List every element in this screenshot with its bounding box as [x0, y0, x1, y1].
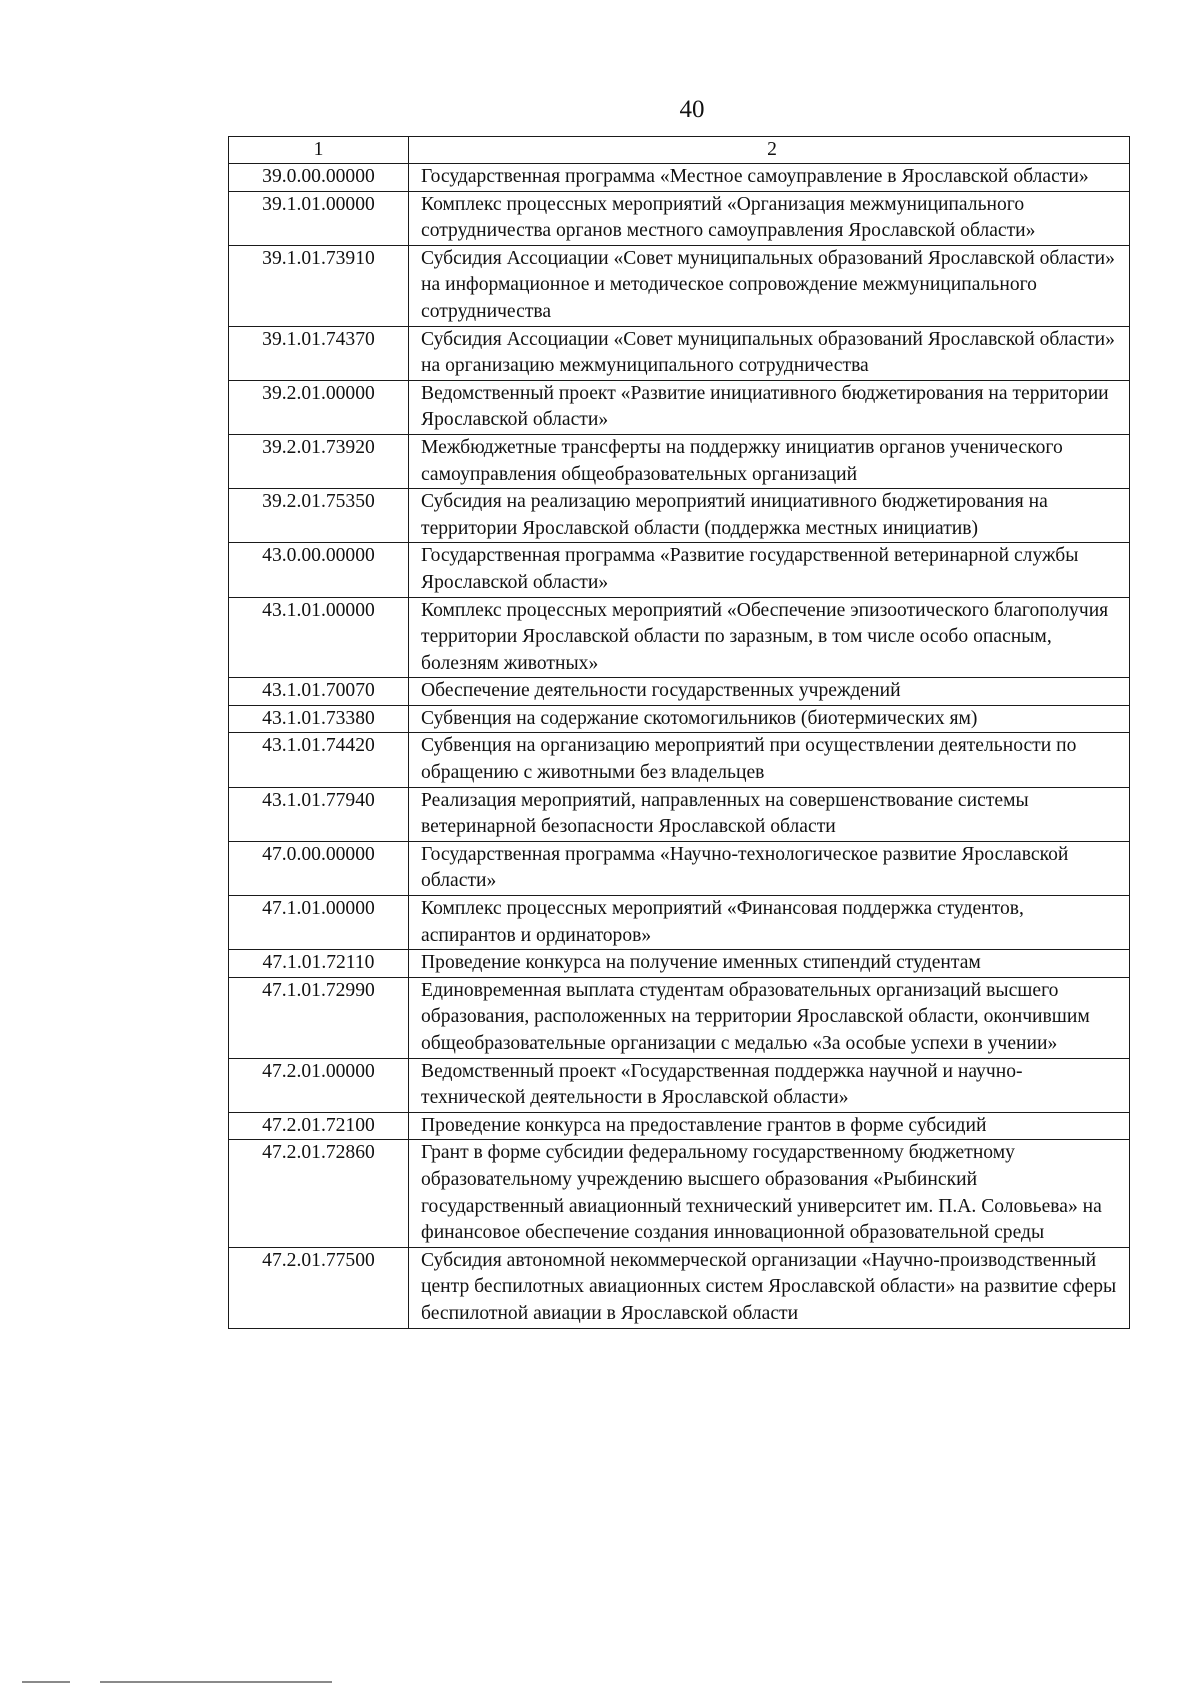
row-name: Субвенция на содержание скотомогильников (биотермических ям)	[409, 705, 1130, 733]
row-code: 47.2.01.77500	[229, 1247, 409, 1328]
row-name: Ведомственный проект «Государственная поддержка научной и научно-технической деятельности в Ярославской области»	[409, 1058, 1130, 1112]
table-row	[229, 896, 1130, 950]
row-name: Субсидия автономной некоммерческой организации «Научно-производственный центр беспилотных авиационных систем Ярославской области» на развитие сферы беспилотной авиации в Ярославской области	[409, 1247, 1130, 1328]
row-code: 47.2.01.00000	[229, 1058, 409, 1112]
row-name: Государственная программа «Развитие государственной ветеринарной службы Ярославской области»	[409, 543, 1130, 597]
scan-edge-line-left	[22, 1681, 70, 1683]
table-row	[229, 841, 1130, 895]
table-row	[229, 597, 1130, 678]
table-row	[229, 1058, 1130, 1112]
table-row	[229, 1247, 1130, 1328]
row-name: Государственная программа «Научно-технологическое развитие Ярославской области»	[409, 841, 1130, 895]
budget-classification-table	[228, 136, 1130, 1329]
row-name: Обеспечение деятельности государственных учреждений	[409, 678, 1130, 706]
table-header-row	[229, 137, 1130, 164]
table-row	[229, 164, 1130, 192]
row-name: Государственная программа «Местное самоуправление в Ярославской области»	[409, 164, 1130, 192]
row-name: Комплекс процессных мероприятий «Обеспечение эпизоотического благополучия территории Ярославской области по заразным, в том числе особо опасным, болезням животных»	[409, 597, 1130, 678]
table-row	[229, 1112, 1130, 1140]
row-code: 39.2.01.73920	[229, 434, 409, 488]
row-name: Субсидия Ассоциации «Совет муниципальных образований Ярославской области» на организацию межмуниципального сотрудничества	[409, 326, 1130, 380]
row-name: Ведомственный проект «Развитие инициативного бюджетирования на территории Ярославской области»	[409, 380, 1130, 434]
table-row	[229, 787, 1130, 841]
table-row	[229, 191, 1130, 245]
table-body	[229, 137, 1130, 1329]
row-code: 47.1.01.72990	[229, 977, 409, 1058]
table-row	[229, 705, 1130, 733]
row-code: 47.2.01.72100	[229, 1112, 409, 1140]
table-row	[229, 543, 1130, 597]
header-column-2: 2	[409, 137, 1130, 164]
row-code: 43.0.00.00000	[229, 543, 409, 597]
row-code: 43.1.01.00000	[229, 597, 409, 678]
row-code: 43.1.01.77940	[229, 787, 409, 841]
row-name: Единовременная выплата студентам образовательных организаций высшего образования, расположенных на территории Ярославской области, окончившим общеобразовательные организации с медалью «За особые успехи в учении»	[409, 977, 1130, 1058]
row-name: Комплекс процессных мероприятий «Организация межмуниципального сотрудничества органов местного самоуправления Ярославской области»	[409, 191, 1130, 245]
table-row	[229, 489, 1130, 543]
table-row	[229, 245, 1130, 326]
row-code: 39.2.01.75350	[229, 489, 409, 543]
row-name: Грант в форме субсидии федеральному государственному бюджетному образовательному учреждению высшего образования «Рыбинский государственный авиационный технический университет им. П.А. Соловьева» на финансовое обеспечение создания инновационной образовательной среды	[409, 1140, 1130, 1247]
row-code: 43.1.01.74420	[229, 733, 409, 787]
row-name: Проведение конкурса на получение именных стипендий студентам	[409, 950, 1130, 978]
row-name: Межбюджетные трансферты на поддержку инициатив органов ученического самоуправления общеобразовательных организаций	[409, 434, 1130, 488]
row-code: 43.1.01.70070	[229, 678, 409, 706]
row-name: Реализация мероприятий, направленных на совершенствование системы ветеринарной безопасности Ярославской области	[409, 787, 1130, 841]
row-code: 39.0.00.00000	[229, 164, 409, 192]
table-row	[229, 733, 1130, 787]
row-name: Комплекс процессных мероприятий «Финансовая поддержка студентов, аспирантов и ординаторов»	[409, 896, 1130, 950]
row-code: 47.1.01.00000	[229, 896, 409, 950]
table-row	[229, 977, 1130, 1058]
scan-edge-line-right	[100, 1681, 332, 1683]
row-name: Субсидия на реализацию мероприятий инициативного бюджетирования на территории Ярославской области (поддержка местных инициатив)	[409, 489, 1130, 543]
row-name: Субсидия Ассоциации «Совет муниципальных образований Ярославской области» на информационное и методическое сопровождение межмуниципального сотрудничества	[409, 245, 1130, 326]
table-row	[229, 380, 1130, 434]
page-number: 40	[679, 96, 705, 123]
header-column-1: 1	[229, 137, 409, 164]
row-name: Субвенция на организацию мероприятий при осуществлении деятельности по обращению с животными без владельцев	[409, 733, 1130, 787]
row-code: 43.1.01.73380	[229, 705, 409, 733]
row-code: 39.1.01.74370	[229, 326, 409, 380]
row-code: 39.1.01.00000	[229, 191, 409, 245]
row-code: 47.0.00.00000	[229, 841, 409, 895]
table-row	[229, 678, 1130, 706]
table-row	[229, 326, 1130, 380]
table-row	[229, 434, 1130, 488]
row-code: 47.2.01.72860	[229, 1140, 409, 1247]
table-row	[229, 950, 1130, 978]
row-code: 47.1.01.72110	[229, 950, 409, 978]
row-code: 39.2.01.00000	[229, 380, 409, 434]
table-row	[229, 1140, 1130, 1247]
row-name: Проведение конкурса на предоставление грантов в форме субсидий	[409, 1112, 1130, 1140]
row-code: 39.1.01.73910	[229, 245, 409, 326]
